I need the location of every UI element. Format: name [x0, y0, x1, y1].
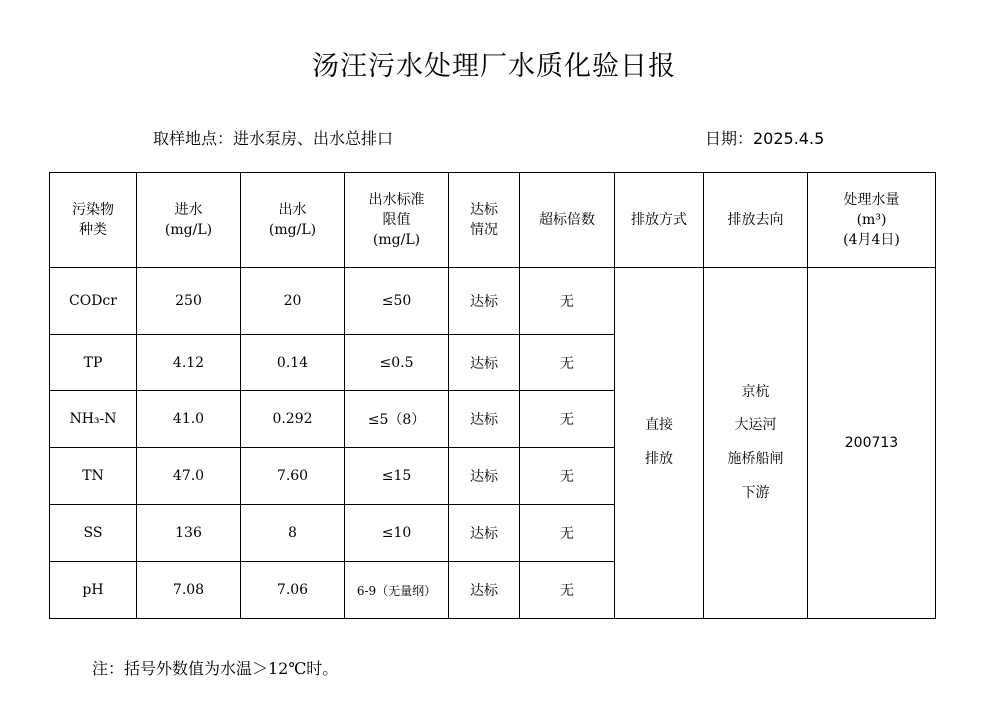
header-effluent: 出水 (mg/L)	[241, 173, 345, 268]
influent-value: 4.12	[137, 335, 241, 391]
effluent-value: 0.292	[241, 391, 345, 448]
effluent-value: 20	[241, 268, 345, 335]
treated-volume: 200713	[808, 268, 936, 619]
discharge-destination-line: 施桥船闸	[727, 451, 784, 467]
footnote: 注：括号外数值为水温＞12℃时。	[92, 659, 339, 678]
influent-value: 250	[137, 268, 241, 335]
pollutant-name: TP	[50, 335, 137, 391]
compliance-status: 达标	[449, 268, 520, 335]
exceed-ratio: 无	[520, 448, 615, 505]
exceed-ratio: 无	[520, 268, 615, 335]
compliance-status: 达标	[449, 448, 520, 505]
discharge-method-line: 排放	[645, 451, 673, 467]
limit-value: 6-9（无量纲）	[345, 562, 449, 619]
header-limit: 出水标准 限值 (mg/L)	[345, 173, 449, 268]
pollutant-name: TN	[50, 448, 137, 505]
discharge-destination-line: 大运河	[734, 417, 777, 434]
discharge-destination-cell	[704, 268, 808, 619]
header-influent: 进水 (mg/L)	[137, 173, 241, 268]
header-discharge-method: 排放方式	[615, 173, 704, 268]
discharge-method-cell	[615, 268, 704, 619]
discharge-destination-line: 京杭	[741, 383, 770, 400]
exceed-ratio: 无	[520, 391, 615, 448]
exceed-ratio: 无	[520, 335, 615, 391]
limit-value: ≤15	[345, 448, 449, 505]
compliance-status: 达标	[449, 335, 520, 391]
influent-value: 7.08	[137, 562, 241, 619]
effluent-value: 7.06	[241, 562, 345, 619]
header-exceed-ratio: 超标倍数	[520, 173, 615, 268]
effluent-value: 0.14	[241, 335, 345, 391]
header-discharge-destination: 排放去向	[704, 173, 808, 268]
water-quality-table	[49, 172, 936, 619]
header-volume: 处理水量 (m³) (4月4日)	[808, 173, 936, 268]
header-pollutant: 污染物 种类	[50, 173, 137, 268]
limit-value: ≤10	[345, 505, 449, 562]
exceed-ratio: 无	[520, 562, 615, 619]
limit-value: ≤50	[345, 268, 449, 335]
compliance-status: 达标	[449, 391, 520, 448]
report-date: 日期：2025.4.5	[705, 129, 825, 148]
pollutant-name: pH	[50, 562, 137, 619]
influent-value: 47.0	[137, 448, 241, 505]
influent-value: 41.0	[137, 391, 241, 448]
pollutant-name: NH₃-N	[50, 391, 137, 448]
discharge-method-line: 直接	[645, 417, 673, 434]
compliance-status: 达标	[449, 562, 520, 619]
table-row	[50, 268, 936, 335]
pollutant-name: CODcr	[50, 268, 137, 335]
header-row	[50, 173, 936, 268]
limit-value: ≤5（8）	[345, 391, 449, 448]
sampling-location: 取样地点：进水泵房、出水总排口	[153, 129, 394, 148]
discharge-destination-line: 下游	[741, 484, 770, 501]
limit-value: ≤0.5	[345, 335, 449, 391]
compliance-status: 达标	[449, 505, 520, 562]
exceed-ratio: 无	[520, 505, 615, 562]
effluent-value: 8	[241, 505, 345, 562]
effluent-value: 7.60	[241, 448, 345, 505]
pollutant-name: SS	[50, 505, 137, 562]
header-compliance: 达标 情况	[449, 173, 520, 268]
report-title: 汤汪污水处理厂水质化验日报	[312, 51, 676, 82]
influent-value: 136	[137, 505, 241, 562]
